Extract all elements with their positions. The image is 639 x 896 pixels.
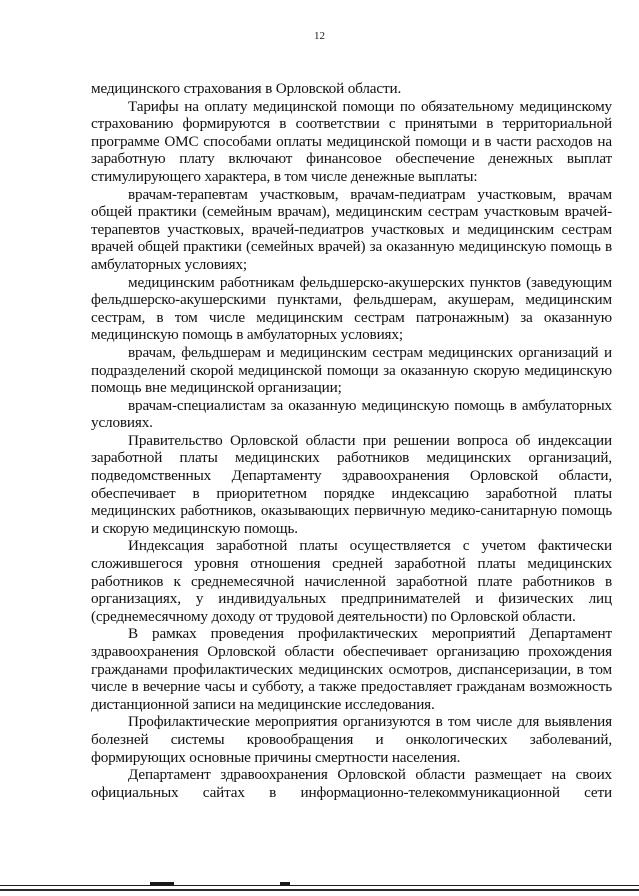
scan-mark: [150, 882, 174, 885]
paragraph-continuation: медицинского страхования в Орловской области.: [91, 80, 402, 97]
paragraph-list-item-physicians: врачам-терапевтам участковым, врачам-педиатрам участковым, врачам общей практики (семейным врачам), медицинским сестрам участковым врачей-терапевтов участковых, врачей-педиатров участковых и медицинским сестрам врачей общей практики (семейных врачей) за оказанную медицинскую помощь в амбулаторных условиях;: [91, 185, 612, 273]
bottom-scan-line-thick: [0, 889, 639, 891]
paragraph-list-item-specialists: врачам-специалистам за оказанную медицинскую помощь в амбулаторных условиях.: [91, 396, 612, 432]
paragraph-list-item-emergency-staff: врачам, фельдшерам и медицинским сестрам медицинских организаций и подразделений скорой медицинской помощи за оказанную скорую медицинскую помощь вне медицинской организации;: [91, 343, 612, 397]
document-body: [91, 80, 612, 801]
scan-mark: [280, 882, 290, 885]
paragraph-tariffs: Тарифы на оплату медицинской помощи по обязательному медицинскому страхованию формируются в соответствии с принятыми в территориальной программе ОМС способами оплаты медицинской помощи и в части расходов на заработную плату включают финансовое обеспечение денежных выплат стимулирующего характера, в том числе денежные выплаты:: [91, 97, 612, 185]
paragraph-official-sites: Департамент здравоохранения Орловской области размещает на своих официальных сайтах в информационно-телекоммуникационной сети: [91, 766, 612, 801]
paragraph-preventive-measures: В рамках проведения профилактических мероприятий Департамент здравоохранения Орловской области обеспечивает организацию прохождения гражданами профилактических медицинских осмотров, диспансеризации, в том числе в вечерние часы и субботу, а также предоставляет гражданам возможность дистанционной записи на медицинские исследования.: [91, 625, 612, 713]
paragraph-salary-indexation-policy: Правительство Орловской области при решении вопроса об индексации заработной платы медицинских работников медицинских организаций, подведомственных Департаменту здравоохранения Орловской области, обеспечивает в приоритетном порядке индексацию заработной платы медицинских работников, оказывающих первичную медико-санитарную помощь и скорую медицинскую помощь.: [91, 431, 612, 537]
bottom-scan-line: [0, 885, 639, 886]
page-number: 12: [314, 30, 325, 42]
paragraph-preventive-goals: Профилактические мероприятия организуются в том числе для выявления болезней системы кровообращения и онкологических заболеваний, формирующих основные причины смертности населения.: [91, 713, 612, 766]
paragraph-list-item-fap-workers: медицинским работникам фельдшерско-акушерских пунктов (заведующим фельдшерско-акушерскими пунктами, фельдшерам, акушерам, медицинским сестрам, в том числе медицинским сестрам патронажным) за оказанную медицинскую помощь в амбулаторных условиях;: [91, 273, 612, 344]
paragraph-salary-indexation-basis: Индексация заработной платы осуществляется с учетом фактически сложившегося уровня отношения средней заработной платы медицинских работников к среднемесячной начисленной заработной плате работников в организациях, у индивидуальных предпринимателей и физических лиц (среднемесячному доходу от трудовой деятельности) по Орловской области.: [91, 537, 612, 625]
